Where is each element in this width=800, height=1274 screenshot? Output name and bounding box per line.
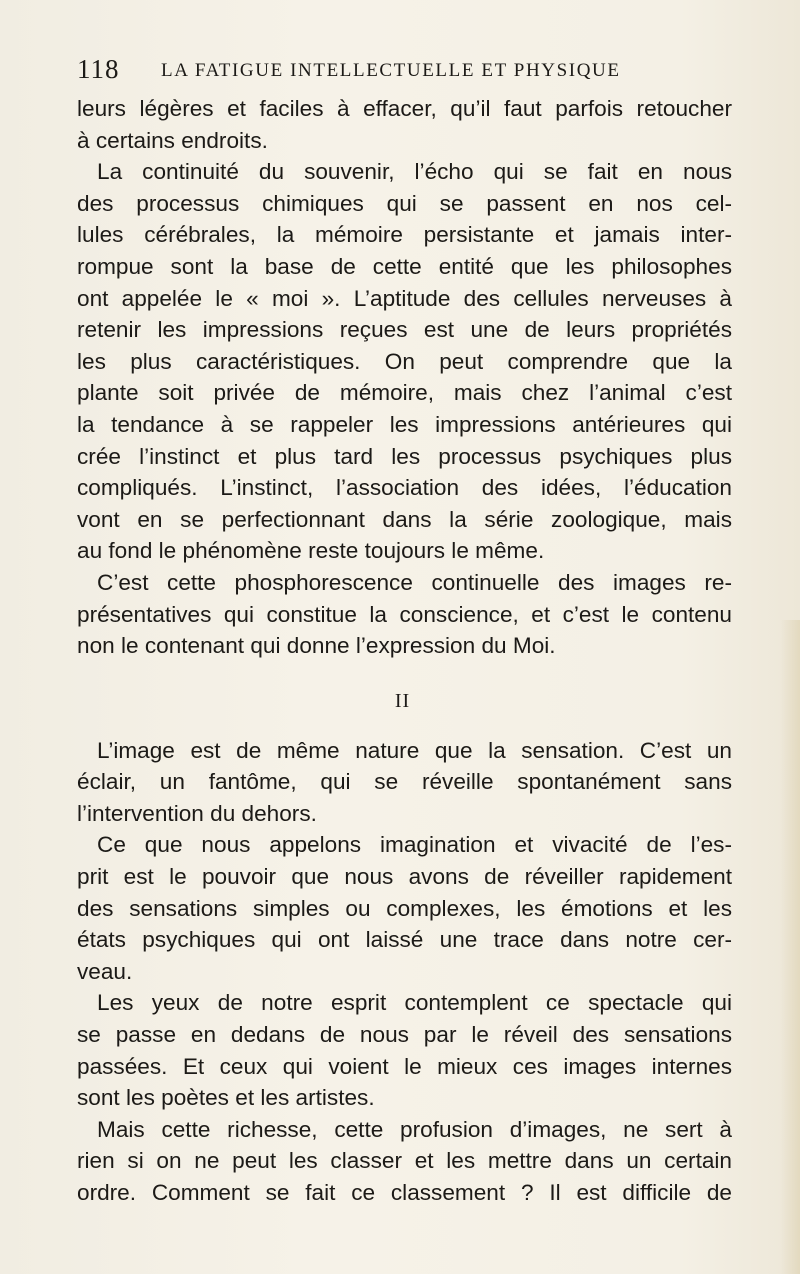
text-line: Ce que nous appelons imagination et vivacité de l’es-	[97, 832, 732, 858]
text-line: rompue sont la base de cette entité que les philosophes	[77, 253, 732, 279]
text-line: veau.	[77, 958, 133, 984]
page-header	[77, 54, 727, 94]
text-line: retenir les impressions reçues est une de leurs propriétés	[77, 317, 732, 343]
text-line: lules cérébrales, la mémoire persistante et jamais inter-	[77, 222, 732, 248]
page-number: 118	[77, 54, 120, 84]
text-line: crée l’instinct et plus tard les processus psychiques plus	[77, 443, 732, 469]
text-line: états psychiques qui ont laissé une trace dans notre cer-	[77, 927, 732, 953]
text-line: leurs légères et faciles à effacer, qu’il faut parfois retoucher	[77, 96, 732, 121]
section-heading: II	[394, 689, 411, 712]
text-line: au fond le phénomène reste toujours le même.	[77, 538, 545, 564]
text-line: non le contenant qui donne l’expression du Moi.	[77, 633, 556, 659]
text-line: des sensations simples ou complexes, les émotions et les	[77, 895, 732, 921]
text-line: plante soit privée de mémoire, mais chez l’animal c’est	[77, 380, 732, 406]
text-line: L’image est de même nature que la sensation. C’est un	[97, 737, 732, 763]
text-line: les plus caractéristiques. On peut comprendre que la	[77, 348, 732, 374]
text-line: compliqués. L’instinct, l’association des idées, l’éducation	[77, 475, 732, 501]
text-line: se passe en dedans de nous par le réveil des sensations	[77, 1022, 732, 1048]
text-line: vont en se perfectionnant dans la série zoologique, mais	[77, 506, 732, 532]
text-line: ordre. Comment se fait ce classement ? Il est difficile de	[77, 1180, 732, 1205]
text-line: à certains endroits.	[77, 127, 268, 153]
text-line: passées. Et ceux qui voient le mieux ces images internes	[77, 1053, 732, 1079]
text-line: rien si on ne peut les classer et les mettre dans un certain	[77, 1148, 732, 1174]
body-text	[77, 93, 732, 1209]
section-spacer	[77, 719, 732, 735]
text-line: Mais cette richesse, cette profusion d’images, ne sert à	[97, 1116, 732, 1142]
text-line: éclair, un fantôme, qui se réveille spontanément sans	[77, 769, 732, 795]
text-line: ont appelée le « moi ». L’aptitude des cellules nerveuses à	[77, 285, 732, 311]
text-line: présentatives qui constitue la conscience, et c’est le contenu	[77, 601, 732, 627]
text-line: prit est le pouvoir que nous avons de réveiller rapidement	[77, 864, 732, 890]
text-line: Les yeux de notre esprit contemplent ce spectacle qui	[97, 990, 732, 1016]
text-line: La continuité du souvenir, l’écho qui se fait en nous	[97, 159, 732, 185]
running-head: LA FATIGUE INTELLECTUELLE ET PHYSIQUE	[161, 60, 621, 81]
text-line: C’est cette phosphorescence continuelle des images re-	[97, 569, 732, 595]
text-line: sont les poètes et les artistes.	[77, 1085, 375, 1111]
text-line: la tendance à se rappeler les impressions antérieures qui	[77, 411, 732, 437]
page-edge-shadow	[780, 620, 800, 1274]
text-line: l’intervention du dehors.	[77, 800, 317, 826]
section-spacer	[77, 662, 732, 686]
text-line: des processus chimiques qui se passent en nos cel-	[77, 190, 732, 216]
